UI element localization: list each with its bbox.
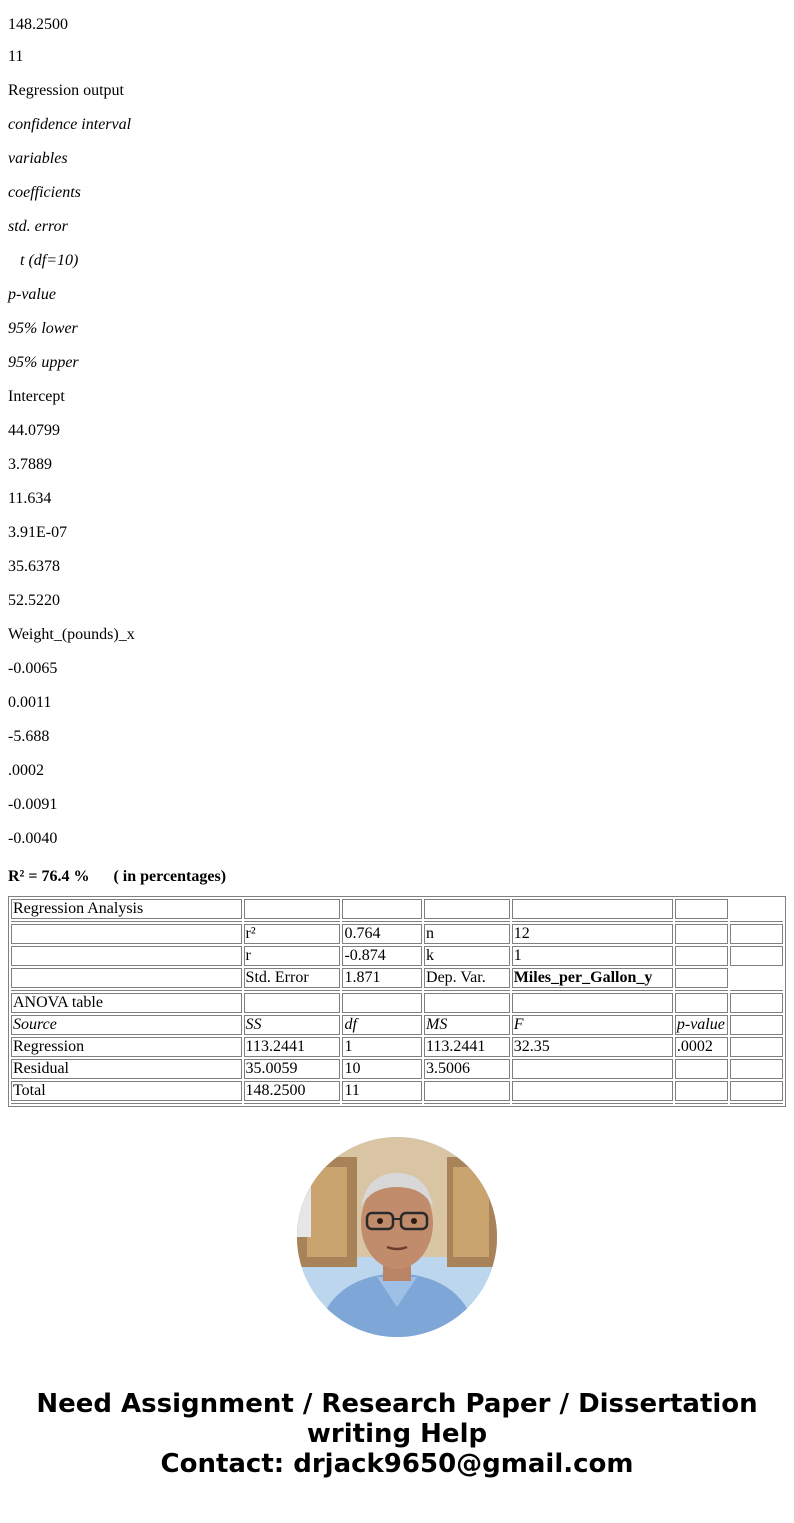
cta-line-2: writing Help bbox=[306, 1419, 488, 1449]
person-portrait-icon bbox=[297, 1137, 497, 1337]
table-separator bbox=[11, 990, 783, 991]
output-line: 0.0011 bbox=[8, 694, 52, 711]
table-title-row bbox=[11, 899, 783, 919]
output-line: 3.7889 bbox=[8, 456, 52, 473]
table-row: Regression 113.2441 1 113.2441 32.35 .0002 bbox=[11, 1037, 783, 1057]
anova-header-f: F bbox=[512, 1015, 673, 1035]
table-row bbox=[11, 946, 783, 966]
output-line: 52.5220 bbox=[8, 592, 60, 609]
anova-header-row bbox=[11, 1015, 783, 1035]
table-separator bbox=[11, 921, 783, 922]
regression-analysis-table bbox=[8, 896, 786, 1107]
table-row bbox=[11, 968, 783, 988]
output-line: 11.634 bbox=[8, 490, 52, 507]
table-row: Residual 35.0059 10 3.5006 bbox=[11, 1059, 783, 1079]
stat-label-n: n bbox=[424, 924, 510, 944]
anova-header-p-value: p-value bbox=[675, 1015, 728, 1035]
author-photo bbox=[297, 1137, 497, 1337]
anova-header-ms: MS bbox=[424, 1015, 510, 1035]
stat-value-r: -0.874 bbox=[342, 946, 422, 966]
stat-label-std-error: Std. Error bbox=[244, 968, 341, 988]
stat-label-r-squared: r² bbox=[244, 924, 341, 944]
output-line: 95% lower bbox=[8, 320, 78, 337]
cta-line-1: Need Assignment / Research Paper / Dissertation bbox=[36, 1389, 758, 1419]
table-separator bbox=[11, 1103, 783, 1104]
r-squared-note: ( in percentages) bbox=[113, 868, 227, 885]
output-line: -5.688 bbox=[8, 728, 50, 745]
stat-label-r: r bbox=[244, 946, 341, 966]
output-line: .0002 bbox=[8, 762, 44, 779]
r-squared-value: R² = 76.4 % bbox=[8, 868, 90, 885]
table-row bbox=[11, 924, 783, 944]
stat-value-std-error: 1.871 bbox=[342, 968, 422, 988]
output-line: 148.2500 bbox=[8, 16, 68, 33]
stat-value-k: 1 bbox=[512, 946, 673, 966]
output-line: std. error bbox=[8, 218, 68, 235]
output-line: -0.0065 bbox=[8, 660, 58, 677]
stat-label-dep-var: Dep. Var. bbox=[424, 968, 510, 988]
stat-value-r-squared: 0.764 bbox=[342, 924, 422, 944]
output-line: t (df=10) bbox=[8, 252, 79, 269]
anova-header-df: df bbox=[342, 1015, 422, 1035]
output-line: 95% upper bbox=[8, 354, 79, 371]
stat-value-dep-var: Miles_per_Gallon_y bbox=[512, 968, 673, 988]
output-line: 44.0799 bbox=[8, 422, 60, 439]
output-line: 11 bbox=[8, 48, 24, 65]
output-line: p-value bbox=[8, 286, 56, 303]
regression-output-text bbox=[8, 0, 786, 848]
table-title: Regression Analysis bbox=[11, 899, 242, 919]
output-line: 35.6378 bbox=[8, 558, 60, 575]
anova-title: ANOVA table bbox=[11, 993, 242, 1013]
output-line: -0.0040 bbox=[8, 830, 58, 847]
stat-label-k: k bbox=[424, 946, 510, 966]
output-line: Intercept bbox=[8, 388, 65, 405]
output-line: variables bbox=[8, 150, 68, 167]
output-line: Weight_(pounds)_x bbox=[8, 626, 135, 643]
output-line: Regression output bbox=[8, 82, 124, 99]
stat-value-n: 12 bbox=[512, 924, 673, 944]
anova-header-source: Source bbox=[11, 1015, 242, 1035]
output-line: 3.91E-07 bbox=[8, 524, 68, 541]
table-row: Total 148.2500 11 bbox=[11, 1081, 783, 1101]
anova-header-ss: SS bbox=[244, 1015, 341, 1035]
contact-banner bbox=[8, 1389, 786, 1479]
output-line: coefficients bbox=[8, 184, 81, 201]
output-line: -0.0091 bbox=[8, 796, 58, 813]
author-photo-container bbox=[8, 1137, 786, 1337]
cta-contact-email: Contact: drjack9650@gmail.com bbox=[160, 1449, 634, 1479]
anova-title-row bbox=[11, 993, 783, 1013]
r-squared-summary bbox=[8, 848, 786, 890]
output-line: confidence interval bbox=[8, 116, 132, 133]
